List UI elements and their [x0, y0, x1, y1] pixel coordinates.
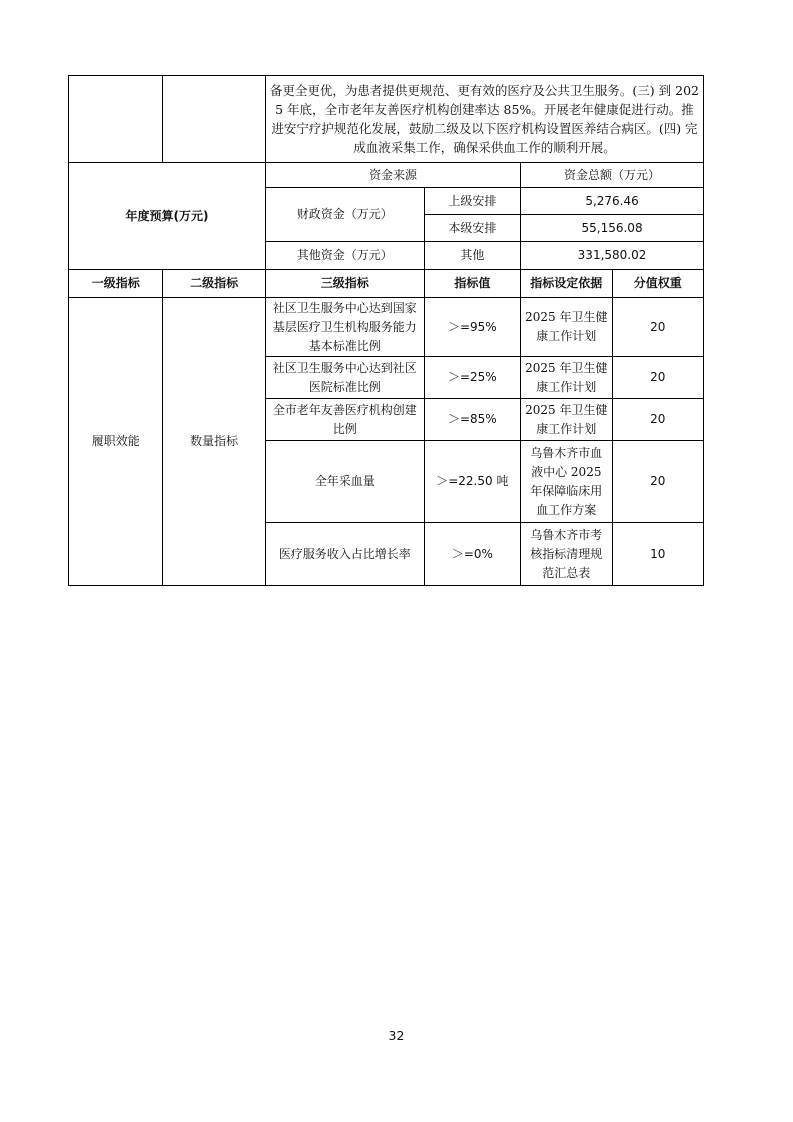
indicator-value: ＞=25%	[424, 357, 520, 399]
level3-header: 三级指标	[265, 270, 424, 298]
performance-table	[68, 75, 704, 586]
indicator-name: 社区卫生服务中心达到社区医院标准比例	[265, 357, 424, 399]
level1-value: 履职效能	[69, 298, 163, 586]
weight-header: 分值权重	[612, 270, 704, 298]
level2-header: 二级指标	[163, 270, 265, 298]
budget-header-row	[69, 163, 704, 188]
indicator-weight: 20	[612, 298, 704, 357]
goal-row	[69, 76, 704, 163]
other-fund-sub: 其他	[424, 242, 520, 270]
indicator-value: ＞=85%	[424, 399, 520, 441]
indicator-name: 全市老年友善医疗机构创建比例	[265, 399, 424, 441]
upper-arrangement-value: 5,276.46	[521, 188, 704, 215]
goal-text: 备更全更优，为患者提供更规范、更有效的医疗及公共卫生服务。(三) 到 2025 年底，全市老年友善医疗机构创建率达 85%。开展老年健康促进行动。推进安宁疗护规范化发展，鼓励二级及以下医疗机构设置医养结合病区。(四) 完成血液采集工作，确保采供血工作的顺利开展。	[265, 76, 703, 163]
upper-arrangement-label: 上级安排	[424, 188, 520, 215]
indicator-value: ＞=95%	[424, 298, 520, 357]
fund-total-header: 资金总额（万元）	[521, 163, 704, 188]
other-fund-label: 其他资金（万元）	[265, 242, 424, 270]
indicator-basis: 2025 年卫生健康工作计划	[521, 298, 612, 357]
goal-label-cell	[69, 76, 163, 163]
local-arrangement-value: 55,156.08	[521, 215, 704, 242]
indicator-weight: 20	[612, 441, 704, 523]
indicator-weight: 10	[612, 523, 704, 586]
indicator-basis: 乌鲁木齐市血液中心 2025 年保障临床用血工作方案	[521, 441, 612, 523]
indicator-value: ＞=0%	[424, 523, 520, 586]
page-number: 32	[388, 1028, 405, 1043]
level2-value: 数量指标	[163, 298, 265, 586]
table-row	[69, 298, 704, 357]
indicator-name: 社区卫生服务中心达到国家基层医疗卫生机构服务能力基本标准比例	[265, 298, 424, 357]
basis-header: 指标设定依据	[521, 270, 612, 298]
indicator-basis: 2025 年卫生健康工作计划	[521, 357, 612, 399]
level1-header: 一级指标	[69, 270, 163, 298]
indicator-weight: 20	[612, 357, 704, 399]
indicator-value: ＞=22.50 吨	[424, 441, 520, 523]
local-arrangement-label: 本级安排	[424, 215, 520, 242]
indicator-name: 全年采血量	[265, 441, 424, 523]
fund-source-header: 资金来源	[265, 163, 520, 188]
value-header: 指标值	[424, 270, 520, 298]
indicator-header-row	[69, 270, 704, 298]
indicator-basis: 2025 年卫生健康工作计划	[521, 399, 612, 441]
indicator-name: 医疗服务收入占比增长率	[265, 523, 424, 586]
other-fund-value: 331,580.02	[521, 242, 704, 270]
goal-label-cell-2	[163, 76, 265, 163]
fiscal-fund-label: 财政资金（万元）	[265, 188, 424, 242]
indicator-weight: 20	[612, 399, 704, 441]
budget-label: 年度预算(万元)	[69, 163, 266, 270]
indicator-basis: 乌鲁木齐市考核指标清理规范汇总表	[521, 523, 612, 586]
